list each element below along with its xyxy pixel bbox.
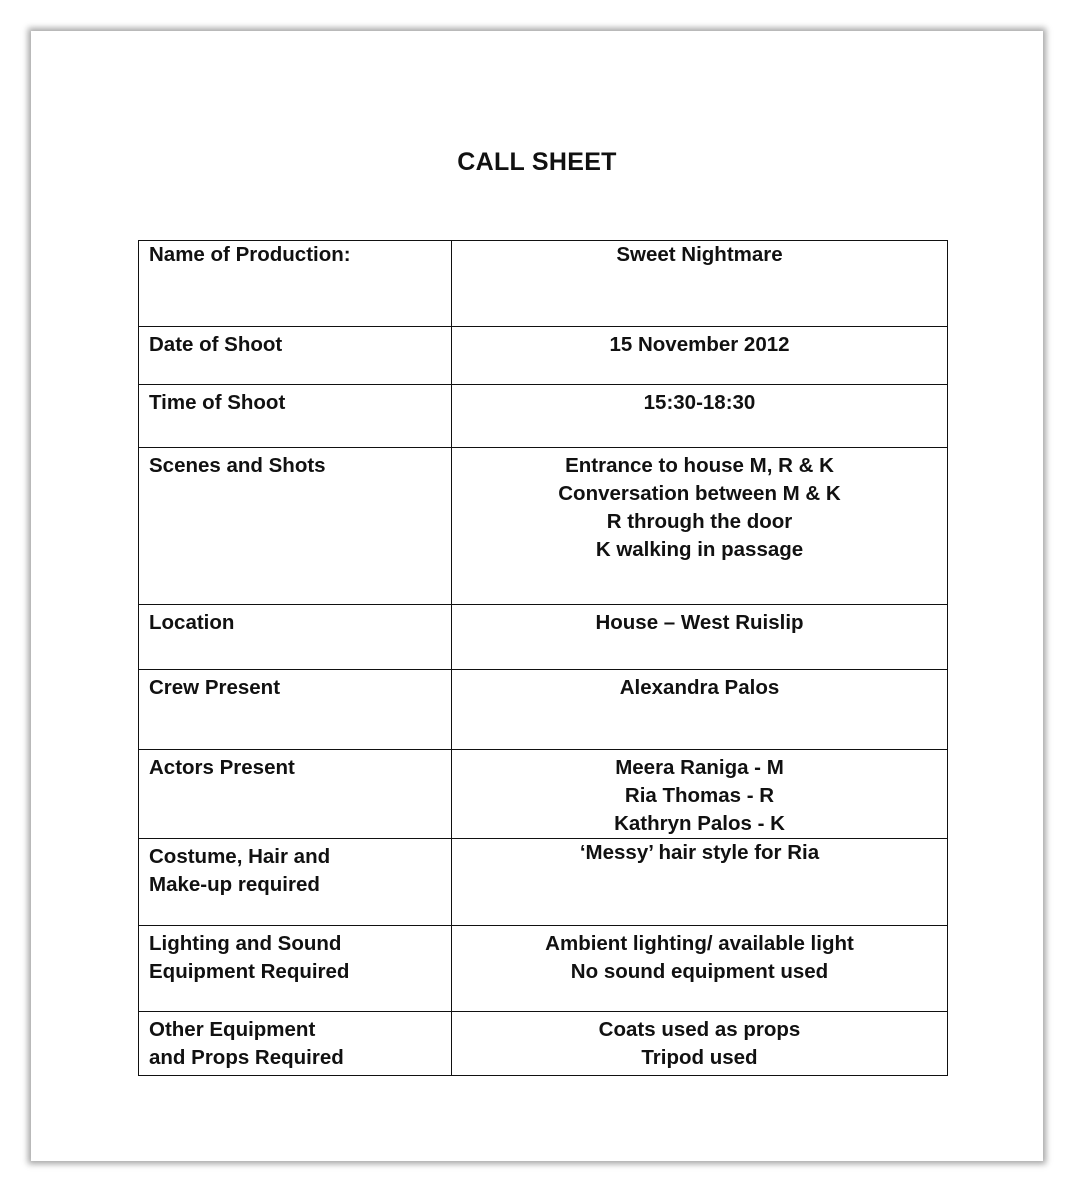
label-cell	[139, 670, 452, 750]
label-cell	[139, 327, 452, 385]
value-cell	[452, 926, 948, 1012]
value-text: 15:30-18:30	[643, 391, 756, 414]
table-row-time	[139, 385, 948, 448]
label-cell	[139, 385, 452, 448]
label-text: Costume, Hair and	[149, 845, 331, 868]
table-row-scenes	[139, 448, 948, 605]
label-cell	[139, 1012, 452, 1076]
table-row-production	[139, 241, 948, 327]
label-text: Make-up required	[149, 873, 320, 896]
value-text: Coats used as props	[598, 1018, 801, 1041]
document-page	[31, 31, 1043, 1161]
label-text: Other Equipment	[149, 1018, 316, 1041]
label-text: Scenes and Shots	[149, 454, 326, 477]
value-text: Ria Thomas - R	[624, 784, 775, 807]
label-text: Date of Shoot	[149, 333, 283, 356]
value-text: No sound equipment used	[570, 960, 829, 983]
label-cell	[139, 241, 452, 327]
value-cell	[452, 750, 948, 839]
label-text: Lighting and Sound	[149, 932, 342, 955]
label-cell	[139, 750, 452, 839]
value-cell	[452, 448, 948, 605]
label-cell	[139, 605, 452, 670]
table-row-actors	[139, 750, 948, 839]
value-cell	[452, 839, 948, 926]
label-cell	[139, 926, 452, 1012]
value-text: ‘Messy’ hair style for Ria	[579, 841, 820, 864]
label-text: Location	[149, 611, 235, 634]
value-text: Conversation between M & K	[558, 482, 841, 505]
label-text: Actors Present	[149, 756, 295, 779]
value-text: Tripod used	[641, 1046, 758, 1069]
table-row-date	[139, 327, 948, 385]
table-row-crew	[139, 670, 948, 750]
label-text: Equipment Required	[149, 960, 350, 983]
table-row-equipment	[139, 1012, 948, 1076]
value-cell	[452, 241, 948, 327]
value-text: Sweet Nightmare	[616, 243, 783, 266]
value-text: House – West Ruislip	[595, 611, 804, 634]
label-cell	[139, 448, 452, 605]
table-row-lighting	[139, 926, 948, 1012]
table-row-location	[139, 605, 948, 670]
value-cell	[452, 670, 948, 750]
value-cell	[452, 327, 948, 385]
label-text: Time of Shoot	[149, 391, 286, 414]
label-cell	[139, 839, 452, 926]
value-text: K walking in passage	[595, 538, 804, 561]
table-row-costume	[139, 839, 948, 926]
value-text: Kathryn Palos - K	[614, 812, 785, 835]
page-title: CALL SHEET	[457, 148, 617, 176]
value-text: Ambient lighting/ available light	[545, 932, 854, 955]
value-text: R through the door	[606, 510, 793, 533]
label-text: and Props Required	[149, 1046, 344, 1069]
label-text: Name of Production:	[149, 243, 351, 266]
value-cell	[452, 605, 948, 670]
value-text: Meera Raniga - M	[615, 756, 784, 779]
value-text: Alexandra Palos	[619, 676, 780, 699]
call-sheet-table	[138, 240, 948, 1076]
value-cell	[452, 1012, 948, 1076]
value-text: Entrance to house M, R & K	[565, 454, 834, 477]
value-text: 15 November 2012	[609, 333, 790, 356]
label-text: Crew Present	[149, 676, 281, 699]
value-cell	[452, 385, 948, 448]
